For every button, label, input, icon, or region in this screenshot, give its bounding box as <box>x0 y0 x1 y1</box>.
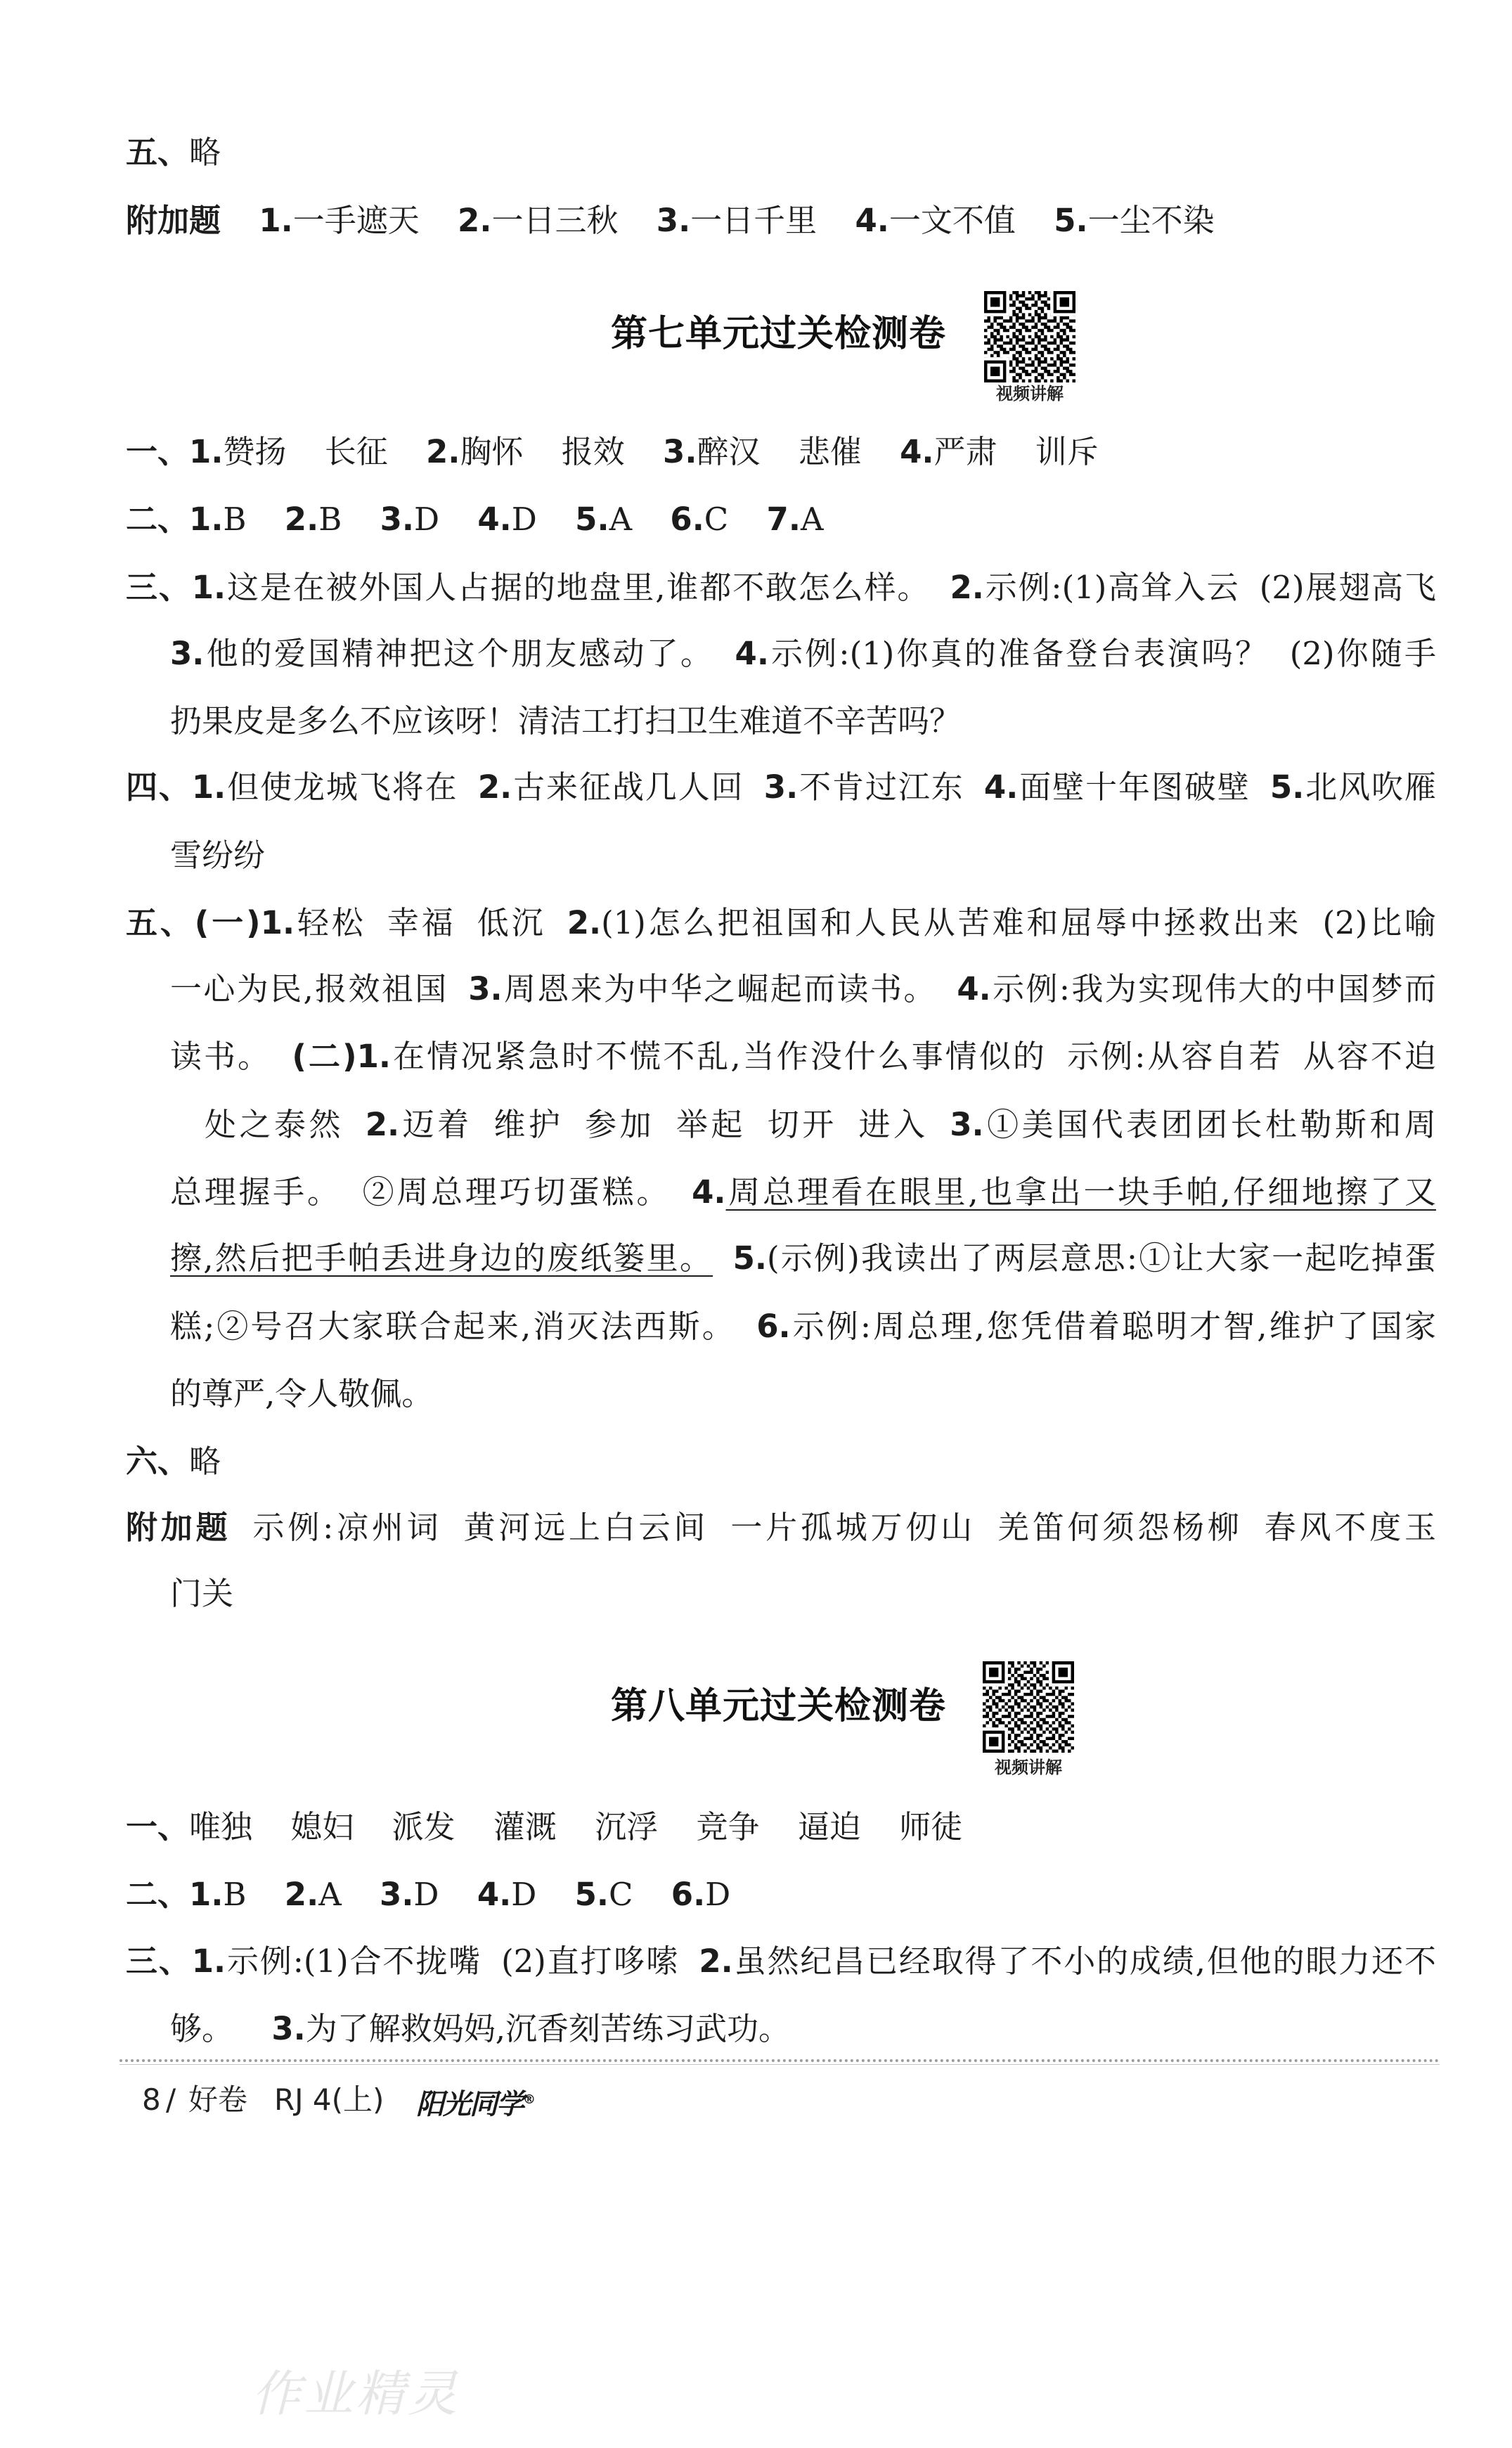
item-marker: 1. <box>189 501 224 538</box>
book-name: 好卷 <box>188 2082 248 2117</box>
answer-line: 四、1.但使龙城飞将在 2.古来征战几人回 3.不肯过江东 4.面壁十年图破壁 5.北风吹雁 <box>126 768 1436 806</box>
item-marker: 4. <box>957 970 991 1007</box>
item-marker: 5. <box>1269 768 1305 806</box>
answer-line: 门关 <box>170 1575 234 1612</box>
answer-line-section-5: 五、略 <box>126 134 221 171</box>
item-marker: 2. <box>284 1876 319 1913</box>
footer-separator: / <box>166 2082 176 2117</box>
item-marker: 2. <box>284 501 319 538</box>
item-marker: 3. <box>763 768 799 806</box>
item-marker: 附加题 <box>126 202 221 239</box>
watermark: 作业精灵 <box>252 2365 460 2423</box>
answer-line: 扔果皮是多么不应该呀！清洁工打扫卫生难道不辛苦吗？ <box>170 702 962 740</box>
item-marker: 3. <box>468 970 503 1007</box>
item-marker: 1. <box>260 904 295 941</box>
item-marker: 5. <box>574 1876 609 1913</box>
answer-line: 一心为民,报效祖国 3.周恩来为中华之崛起而读书。 4.示例:我为实现伟大的中国梦而 <box>170 970 1436 1007</box>
item-marker: 3. <box>380 1876 414 1913</box>
item-marker: 6. <box>670 501 704 538</box>
item-marker: 4. <box>477 1876 512 1913</box>
item-marker: 2. <box>950 569 984 606</box>
edition-label: RJ 4(上) <box>274 2082 385 2117</box>
answer-line: 雪纷纷 <box>170 837 266 874</box>
answer-line: 读书。 (二)1.在情况紧急时不慌不乱,当作没什么事情似的 示例:从容自若 从容不迫 <box>170 1038 1436 1075</box>
item-marker: 4. <box>735 635 769 672</box>
item-marker: 3. <box>380 501 414 538</box>
item-marker: 1. <box>189 433 224 470</box>
item-marker: 五、 <box>126 134 190 171</box>
publisher-logo-text: 阳光同学 <box>416 2088 523 2121</box>
item-marker: 2. <box>426 433 460 470</box>
answer-line: 处之泰然 2.迈着 维护 参加 举起 切开 进入 3.①美国代表团团长杜勒斯和周 <box>205 1106 1436 1143</box>
item-marker: 3. <box>950 1106 984 1143</box>
answer-line-section-6: 六、略 <box>126 1443 221 1480</box>
qr-code-label: 视频讲解 <box>996 384 1064 404</box>
footer-divider <box>119 2059 1440 2062</box>
answer-line: 二、1.B 2.B 3.D 4.D 5.A 6.C 7.A <box>126 501 824 538</box>
answer-line: 够。 3.为了解救妈妈,沉香刻苦练习武功。 <box>170 2010 791 2047</box>
answer-line: 3.他的爱国精神把这个朋友感动了。 4.示例:(1)你真的准备登台表演吗？ (2)你随手 <box>170 635 1436 672</box>
page-number: 8 <box>142 2082 161 2117</box>
answer-line: 糕;②号召大家联合起来,消灭法西斯。 6.示例:周总理,您凭借着聪明才智,维护了国家 <box>170 1308 1436 1345</box>
item-marker: 三、 <box>126 1943 192 1980</box>
item-marker: (二) <box>292 1038 357 1075</box>
underlined-sentence: 擦,然后把手帕丢进身边的废纸篓里。 <box>170 1239 713 1277</box>
item-marker: 2. <box>477 768 512 806</box>
item-marker: 2. <box>458 202 492 239</box>
item-marker: 六、 <box>126 1443 190 1480</box>
item-marker: 1. <box>259 202 293 239</box>
item-marker: 一、 <box>126 1808 190 1845</box>
item-marker: 四、 <box>126 768 192 806</box>
item-marker: 4. <box>477 501 512 538</box>
answer-line: 三、1.这是在被外国人占据的地盘里,谁都不敢怎么样。 2.示例:(1)高耸入云 (2)展翅高飞 <box>126 569 1436 606</box>
answer-text: 总理握手。 ②周总理巧切蛋糕。 4. <box>170 1173 726 1211</box>
item-marker: 3. <box>271 2010 306 2047</box>
item-marker: 5. <box>575 501 609 538</box>
item-marker: 五、(一) <box>126 904 261 941</box>
item-marker: 4. <box>900 433 934 470</box>
item-marker: 7. <box>766 501 801 538</box>
item-marker: 2. <box>365 1106 400 1143</box>
answer-line: 二、1.B 2.A 3.D 4.D 5.C 6.D <box>126 1876 731 1913</box>
item-marker: 5. <box>1054 202 1088 239</box>
item-marker: 1. <box>189 1876 224 1913</box>
answer-line <box>170 1159 1436 1226</box>
answer-line: 五、(一)1.轻松 幸福 低沉 2.(1)怎么把祖国和人民从苦难和屈辱中拯救出来 (2)比喻 <box>126 904 1436 941</box>
item-marker: 三、 <box>126 569 192 606</box>
qr-code-icon <box>983 1661 1074 1753</box>
trademark-mark: ® <box>523 2092 536 2107</box>
answer-line: 一、唯独 媳妇 派发 灌溉 沉浮 竞争 逼迫 师徒 <box>126 1808 963 1845</box>
item-marker: 4. <box>692 1173 726 1211</box>
item-marker: 二、 <box>126 501 190 538</box>
qr-code-label: 视频讲解 <box>995 1758 1062 1777</box>
item-marker: 3. <box>663 433 697 470</box>
item-marker: 一、 <box>126 433 190 470</box>
unit-title: 第八单元过关检测卷 <box>611 1685 947 1727</box>
item-marker: 4. <box>983 768 1019 806</box>
item-marker: 1. <box>356 1038 392 1075</box>
item-marker: 1. <box>191 569 226 606</box>
item-marker: 3. <box>656 202 691 239</box>
item-marker: 2. <box>699 1943 733 1980</box>
item-marker: 4. <box>855 202 889 239</box>
qr-code-icon <box>984 291 1075 382</box>
answer-line: 一、1.赞扬 长征 2.胸怀 报效 3.醉汉 悲催 4.严肃 训斥 <box>126 433 1099 470</box>
unit-title: 第七单元过关检测卷 <box>611 313 947 355</box>
answer-line: 的尊严,令人敬佩。 <box>170 1375 434 1412</box>
item-marker: 6. <box>671 1876 706 1913</box>
item-marker: 1. <box>191 768 226 806</box>
item-marker: 3. <box>170 635 205 672</box>
item-marker: 6. <box>756 1308 791 1345</box>
item-marker: 5. <box>732 1239 768 1277</box>
item-marker: 1. <box>191 1943 226 1980</box>
answer-line-bonus: 附加题 1.一手遮天 2.一日三秋 3.一日千里 4.一文不值 5.一尘不染 <box>126 202 1215 239</box>
publisher-logo <box>416 2082 536 2121</box>
underlined-sentence: 周总理看在眼里,也拿出一块手帕,仔细地擦了又 <box>725 1173 1436 1211</box>
answer-line-bonus: 附加题 示例:凉州词 黄河远上白云间 一片孤城万仞山 羌笛何须怨杨柳 春风不度玉 <box>126 1509 1436 1546</box>
item-marker: 二、 <box>126 1876 190 1913</box>
item-marker: 2. <box>567 904 602 941</box>
answer-text: 5.(示例)我读出了两层意思:①让大家一起吃掉蛋 <box>732 1239 1436 1277</box>
answer-line <box>170 1225 1436 1292</box>
answer-line: 三、1.示例:(1)合不拢嘴 (2)直打哆嗦 2.虽然纪昌已经取得了不小的成绩,但他的眼力还不 <box>126 1943 1436 1980</box>
item-marker: 附加题 <box>126 1509 231 1546</box>
